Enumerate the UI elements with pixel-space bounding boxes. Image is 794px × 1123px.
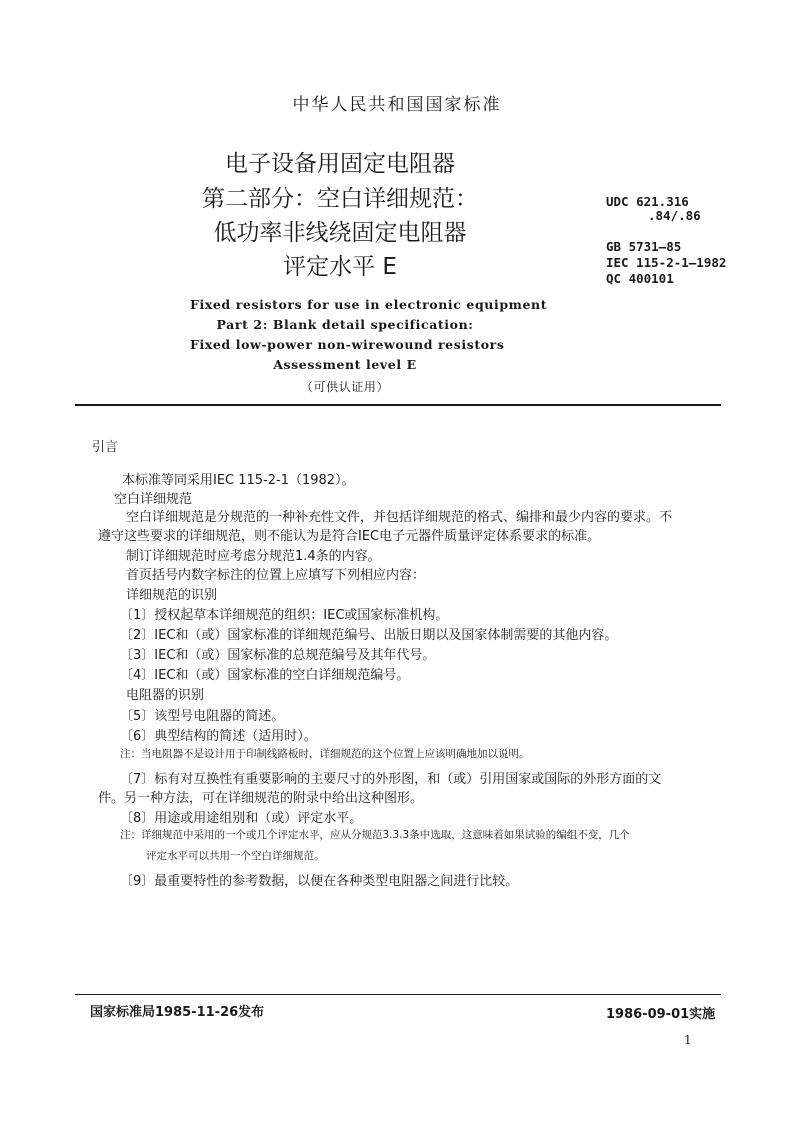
item-5: 〔5〕该型号电阻器的简述。: [120, 709, 285, 724]
title-en-line2: Part 2: Blank detail specification:: [216, 317, 474, 332]
item-4: 〔4〕IEC和（或）国家标准的空白详细规范编号。: [120, 668, 410, 683]
item-3: 〔3〕IEC和（或）国家标准的总规范编号及其年代号。: [120, 648, 436, 663]
certification-note: （可供认证用）: [300, 380, 390, 394]
footer-divider: [75, 994, 721, 995]
item-7b: 件。另一种方法，可在详细规范的附录中给出这种图形。: [98, 791, 424, 806]
item-1: 〔1〕授权起草本详细规范的组织：IEC或国家标准机构。: [120, 608, 449, 623]
udc-code: UDC 621.316: [606, 194, 689, 209]
iec-code: IEC 115-2-1—1982: [606, 255, 727, 270]
page-number: 1: [684, 1033, 692, 1047]
item-8: 〔8〕用途或用途组别和（或）评定水平。: [120, 811, 363, 826]
item-7a: 〔7〕标有对互换性有重要影响的主要尺寸的外形图，和（或）引用国家或国际的外形方面的文: [120, 772, 662, 787]
intro-heading: 引言: [92, 440, 119, 455]
body-p2b: 遵守这些要求的详细规范，则不能认为是符合IEC电子元器件质量评定体系要求的标准。: [98, 529, 601, 544]
title-en-line1: Fixed resistors for use in electronic equipment: [190, 297, 548, 312]
body-p2a: 空白详细规范是分规范的一种补充性文件，并包括详细规范的格式、编排和最少内容的要求。不: [126, 510, 673, 525]
effective-date: 1986-09-01实施: [606, 1007, 716, 1022]
section-heading-spec-id: 详细规范的识别: [126, 588, 218, 603]
body-p4: 首页括号内数字标注的位置上应填写下列相应内容：: [126, 568, 426, 583]
issue-date: 国家标准局1985-11-26发布: [90, 1005, 265, 1020]
standard-header: 中华人民共和国国家标准: [292, 95, 502, 115]
title-en-line3: Fixed low-power non-wirewound resistors: [190, 337, 505, 352]
title-cn-line3: 低功率非线绕固定电阻器: [213, 220, 467, 246]
body-p1: 本标准等同采用IEC 115-2-1（1982）。: [122, 473, 355, 488]
item-2: 〔2〕IEC和（或）国家标准的详细规范编号、出版日期以及国家体制需要的其他内容。: [120, 628, 618, 643]
item-6: 〔6〕典型结构的简述（适用时）。: [120, 729, 317, 744]
udc-code-cont: .84/.86: [648, 208, 701, 223]
item-9: 〔9〕最重要特性的参考数据，以便在各种类型电阻器之间进行比较。: [120, 874, 519, 889]
title-cn-line4: 评定水平 E: [283, 254, 397, 280]
gb-code: GB 5731—85: [606, 239, 682, 254]
header-divider: [75, 404, 721, 406]
note-2b: 评定水平可以共用一个空白详细规范。: [146, 850, 325, 862]
title-cn-line2: 第二部分：空白详细规范：: [202, 186, 478, 212]
note-2a: 注：详细规范中采用的一个或几个评定水平，应从分规范3.3.3条中选取，这意味着如果试验的编组不变，几个: [120, 829, 630, 841]
body-p3: 制订详细规范时应考虑分规范1.4条的内容。: [126, 549, 381, 564]
title-en-line4: Assessment level E: [273, 357, 417, 372]
title-cn-line1: 电子设备用固定电阻器: [225, 151, 455, 177]
qc-code: QC 400101: [606, 271, 674, 286]
section-heading-blank-spec: 空白详细规范: [114, 492, 193, 507]
note-1: 注：当电阻器不是设计用于印制线路板时，详细规范的这个位置上应该明确地加以说明。: [120, 748, 530, 760]
section-heading-resistor-id: 电阻器的识别: [126, 688, 205, 703]
